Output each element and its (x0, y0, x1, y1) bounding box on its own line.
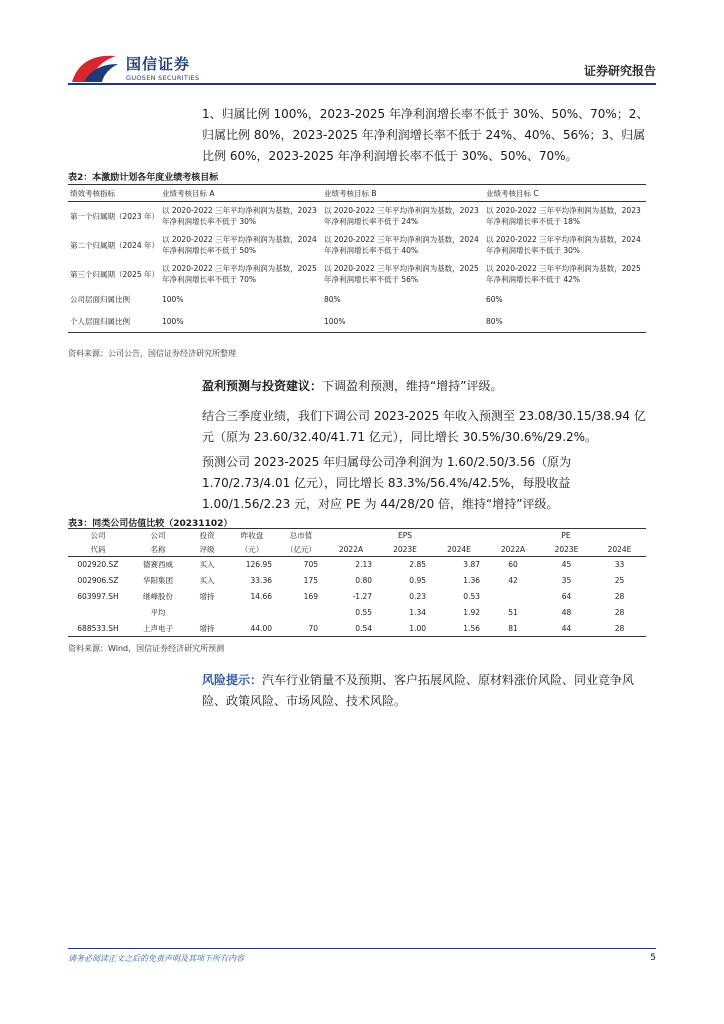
table-cell: 28 (614, 592, 625, 601)
brand-name-cn: 国信证券 (126, 55, 191, 73)
table-cell: 45 (561, 560, 572, 570)
table-cell (188, 605, 226, 621)
table-cell: 德赛西威 (143, 560, 173, 570)
table-cell: 买入 (199, 576, 215, 585)
table-cell: 个人层面归属比例 (68, 311, 160, 333)
table-cell: 0.80 (355, 576, 372, 585)
profit-forecast-paragraph: 预测公司 2023-2025 年归属母公司净利润为 1.60/2.50/3.56（原为 1.70/2.73/4.01 亿元），同比增长 83.3%/56.4%/42.5%，每股收益 1.00/1.56/2.23 元，对应 PE 为 44/28/20 倍，维持“增持”评级。 (202, 455, 572, 511)
table-cell: 688533.SH (68, 621, 128, 637)
table-cell: 169 (303, 592, 318, 601)
table2-header-cell: 绩效考核指标 (68, 185, 160, 202)
table3-title: 表3：同类公司估值比较（20231102） (68, 519, 233, 529)
table3-header-cell: 评级 (188, 543, 226, 557)
table-cell: 1.34 (409, 608, 426, 617)
table-cell: 33 (614, 560, 625, 570)
table-cell: 80% (484, 311, 646, 333)
table2-header-cell: 业绩考核目标 B (322, 185, 484, 202)
table-cell: 100% (322, 311, 484, 333)
table-cell: 第二个归属期（2024 年） (70, 240, 159, 250)
table3-header-cell: 总市值 (278, 529, 324, 543)
table-cell: 买入 (199, 560, 215, 570)
table-cell: -1.27 (352, 592, 372, 601)
table-row (68, 557, 646, 573)
page-number: 5 (650, 953, 656, 963)
table-row (68, 573, 646, 589)
table-cell: 70 (278, 621, 324, 637)
table-row (68, 311, 646, 333)
table-cell: 0.53 (463, 592, 480, 601)
table-cell: 以 2020-2022 三年平均净利润为基数，2023 年净利润增长率不低于 24% (324, 206, 479, 227)
table-cell: 以 2020-2022 三年平均净利润为基数，2025 年净利润增长率不低于 56% (324, 264, 479, 284)
table-cell (278, 605, 324, 621)
table-cell: 1.56 (432, 621, 486, 637)
table-cell: 0.55 (355, 608, 372, 617)
table-cell: 51 (508, 608, 518, 617)
table-cell: 705 (303, 560, 318, 570)
table3-header-cell: 代码 (68, 543, 128, 557)
table3-header-cell: 2022A (486, 543, 540, 557)
table-cell: 002920.SZ (77, 560, 119, 570)
table-row (68, 231, 646, 260)
risk-text: 汽车行业销量不及预期、客户拓展风险、原材料涨价风险、同业竞争风险、政策风险、市场风险、技术风险。 (202, 673, 635, 708)
table2-header-cell: 业绩考核目标 C (484, 185, 646, 202)
table-cell: 公司层面归属比例 (70, 295, 130, 304)
table-cell: 60% (486, 295, 503, 304)
table2-source: 资料来源：公司公告，国信证券经济研究所整理 (68, 349, 236, 358)
table-row (68, 589, 646, 605)
intro-paragraph: 1、归属比例 100%，2023-2025 年净利润增长率不低于 30%、50%、70%；2、归属比例 80%，2023-2025 年净利润增长率不低于 24%、40%、56%；3、归属比例 60%，2023-2025 年净利润增长率不低于 30%、50%、70%。 (202, 107, 649, 163)
table-cell: 以 2020-2022 三年平均净利润为基数，2025 年净利润增长率不低于 70% (162, 264, 317, 284)
table-cell: 603997.SH (77, 592, 119, 601)
table3-header-cell: （亿元） (278, 543, 324, 557)
table-cell: 35 (561, 576, 572, 585)
risk-label: 风险提示： (202, 673, 263, 687)
table-cell: 平均 (150, 608, 166, 617)
forecast-heading (202, 376, 656, 397)
table-row (68, 621, 646, 637)
table-cell: 175 (303, 576, 318, 585)
table-cell: 继峰股份 (143, 592, 173, 601)
table-cell: 以 2020-2022 三年平均净利润为基数，2024 年净利润增长率不低于 50% (162, 235, 317, 255)
forecast-heading-rest: 下调盈利预测，维持“增持”评级。 (322, 379, 503, 393)
table-row (68, 605, 646, 621)
table-cell: 上声电子 (128, 621, 188, 637)
brand-name-en: GUOSEN SECURITIES (126, 74, 200, 82)
table3-header-cell: 2024E (593, 543, 646, 557)
table-cell: 81 (486, 621, 540, 637)
table-cell: 002906.SZ (77, 576, 119, 585)
table3-header-cell: 投资 (188, 529, 226, 543)
table-cell: 42 (508, 576, 518, 585)
peer-valuation-body (68, 557, 646, 637)
table3-source: 资料来源：Wind，国信证券经济研究所预测 (68, 644, 225, 653)
table-cell: 1.92 (463, 608, 480, 617)
table-cell: 2.13 (355, 560, 372, 570)
revenue-forecast-paragraph: 结合三季度业绩，我们下调公司 2023-2025 年收入预测至 23.08/30.15/38.94 亿元（原为 23.60/32.40/41.71 亿元），同比增长 30.5%/30.6%/29.2%。 (202, 409, 646, 444)
table-cell: 80% (324, 295, 341, 304)
table-row (68, 202, 646, 231)
table-cell: 第三个归属期（2025 年） (70, 269, 159, 279)
table2-header-cell: 业绩考核目标 A (160, 185, 322, 202)
guosen-logo (70, 52, 210, 86)
table-cell: 2.85 (409, 560, 426, 570)
table-cell: 44.00 (226, 621, 278, 637)
table2-header-row (68, 185, 646, 202)
page-header (0, 0, 724, 88)
table-cell: 以 2020-2022 三年平均净利润为基数，2025 年净利润增长率不低于 42% (486, 264, 641, 284)
table-cell: 126.95 (245, 560, 272, 570)
table3-header-row (68, 529, 646, 543)
table-cell: 0.23 (409, 592, 426, 601)
table-cell: 14.66 (250, 592, 272, 601)
footer-divider (68, 948, 656, 949)
table3-header-row (68, 543, 646, 557)
table-cell: 28 (593, 621, 646, 637)
table-cell: 增持 (199, 592, 215, 601)
table-row (68, 289, 646, 311)
table-cell: 44 (540, 621, 593, 637)
table-cell: 1.36 (463, 576, 480, 585)
table3-header-cell: 昨收盘 (226, 529, 278, 543)
table-cell: 100% (160, 311, 322, 333)
risk-paragraph (202, 670, 656, 712)
table3-header-cell: 2023E (378, 543, 432, 557)
table-cell (226, 605, 278, 621)
table-cell (486, 589, 540, 605)
table-cell: 33.36 (250, 576, 272, 585)
table3-header-cell: 公司 (68, 529, 128, 543)
table-cell: 64 (561, 592, 572, 601)
table-cell: 28 (614, 608, 625, 617)
table-cell: 60 (508, 560, 518, 570)
table-cell: 以 2020-2022 三年平均净利润为基数，2023 年净利润增长率不低于 18% (486, 206, 641, 227)
incentive-target-table (68, 184, 646, 333)
forecast-heading-bold: 盈利预测与投资建议： (202, 379, 323, 393)
table3-header-cell: 2022A (324, 543, 378, 557)
table-cell: 以 2020-2022 三年平均净利润为基数，2024 年净利润增长率不低于 40% (324, 235, 479, 255)
table-cell: 增持 (188, 621, 226, 637)
table3-header-pe: PE (486, 529, 646, 543)
footer-disclaimer: 请务必阅读正文之后的免责声明及其项下所有内容 (68, 954, 244, 963)
header-divider (68, 83, 656, 85)
table-cell: 0.95 (409, 576, 426, 585)
table3-header-eps: EPS (324, 529, 486, 543)
table-cell: 1.00 (378, 621, 432, 637)
table2-title: 表2：本激励计划各年度业绩考核目标 (68, 173, 219, 183)
peer-valuation-table (68, 528, 646, 637)
table3-header-cell: 2024E (432, 543, 486, 557)
table3-header-cell: 公司 (128, 529, 188, 543)
table3-header-cell: 名称 (128, 543, 188, 557)
guosen-logo-icon (70, 52, 120, 84)
table-cell (68, 605, 128, 621)
report-type-label: 证券研究报告 (583, 64, 656, 78)
table-cell: 3.87 (463, 560, 480, 570)
table-cell: 第一个归属期（2023 年） (70, 211, 159, 221)
table-cell: 100% (162, 295, 184, 304)
table3-header-cell: 2023E (540, 543, 593, 557)
table-row (68, 260, 646, 289)
table-cell: 以 2020-2022 三年平均净利润为基数，2024 年净利润增长率不低于 30% (486, 235, 641, 255)
table-cell: 0.54 (324, 621, 378, 637)
table-cell: 华阳集团 (143, 576, 173, 585)
table-cell: 48 (561, 608, 572, 617)
table-cell: 以 2020-2022 三年平均净利润为基数，2023 年净利润增长率不低于 30% (162, 206, 317, 227)
table-cell: 25 (614, 576, 625, 585)
table3-header-cell: （元） (226, 543, 278, 557)
